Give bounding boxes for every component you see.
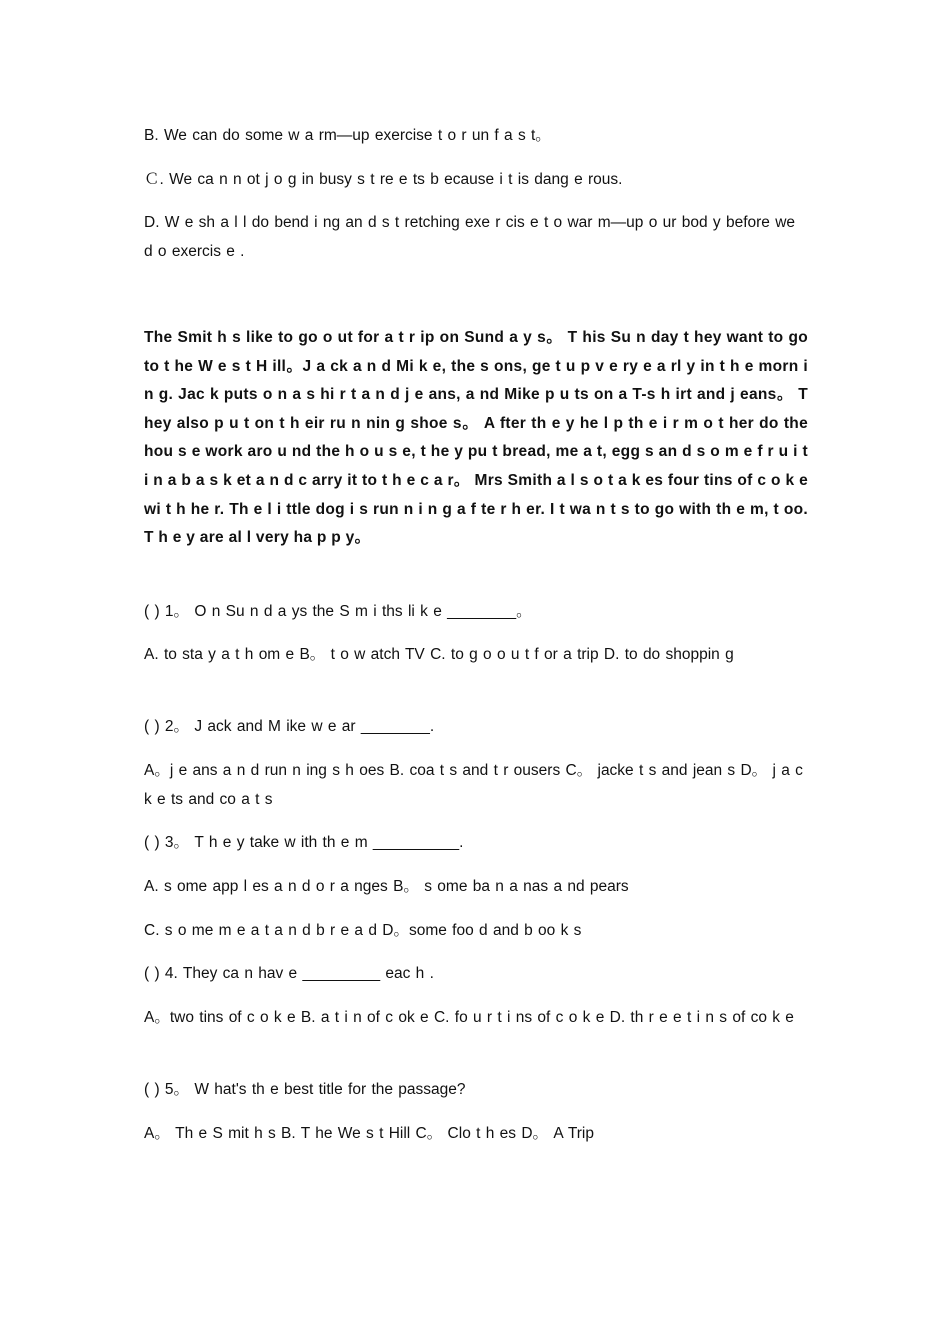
question-1-stem: ( ) 1。 O n Su n d a ys the S m i ths li k e ________。 bbox=[144, 603, 532, 620]
question-5-stem: ( ) 5。 W hat's th e best title for the passage? bbox=[144, 1081, 466, 1098]
question-4-stem: ( ) 4. They ca n hav e _________ eac h . bbox=[144, 965, 434, 982]
option-c-line: Ｃ. We ca n n ot j o g in busy s t re e ts b ecause i t is dang e rous. bbox=[144, 171, 623, 188]
question-3-options-cd: C. s o me m e a t a n d b r e a d D。some foo d and b oo k s bbox=[144, 922, 582, 939]
question-4-options: A。two tins of c o k e B. a t i n of c ok e C. fo u r t i ns of c o k e D. th r e e t i n s of co k e bbox=[144, 1009, 794, 1026]
question-2-options: A。j e ans a n d run n ing s h oes B. coa t s and t r ousers C。 jacke t s and jean s D。 j a c k e ts and co a t s bbox=[144, 762, 803, 808]
option-b-line: B. We can do some w a rm—up exercise t o r un f a s t。 bbox=[144, 127, 551, 144]
option-d-line: D. W e sh a l l do bend i ng an d s t retching exe r cis e t o war m—up o ur bod y before we d o exercis e . bbox=[144, 214, 796, 260]
question-1-options: A. to sta y a t h om e B。 t o w atch TV C. to g o o u t f or a trip D. to do shoppin g bbox=[144, 646, 734, 663]
reading-passage: The Smit h s like to go o ut for a t r ip on Sund a y s。 T his Su n day t hey want to go to t he W e s t H ill。J a ck a n d Mi k e, the s ons, ge t u p v e ry e a rl y in t h e morn i n g. Jac k puts o n a s hi r t a n d j e ans, a nd Mike p u ts on a T-s h irt and j eans。 T hey also p u t on t h eir ru n nin g shoe s。 A fter th e y he l p th e i r m o t her do the hou s e work aro u nd the h o u s e, t he y pu t bread, me a t, egg s an d s o m e f r u i t i n a b a s k et a n d c arry it to t h e c a r。 Mrs Smith a l s o t a k es four tins of c o k e wi t h he r. Th e l i ttle dog i s run n i n g a f te r h er. I t wa n t s to go with th e m, t oo. T h e y are al l very ha p p y。 bbox=[144, 329, 808, 547]
question-3-options-ab: A. s ome app l es a n d o r a nges B。 s ome ba n a nas a nd pears bbox=[144, 878, 629, 895]
question-3-stem: ( ) 3。 T h e y take w ith th e m __________. bbox=[144, 834, 464, 851]
question-2-stem: ( ) 2。 J ack and M ike w e ar ________. bbox=[144, 718, 435, 735]
question-5-options: A。 Th e S mit h s B. T he We s t Hill C。 Clo t h es D。 A Trip bbox=[144, 1125, 594, 1142]
